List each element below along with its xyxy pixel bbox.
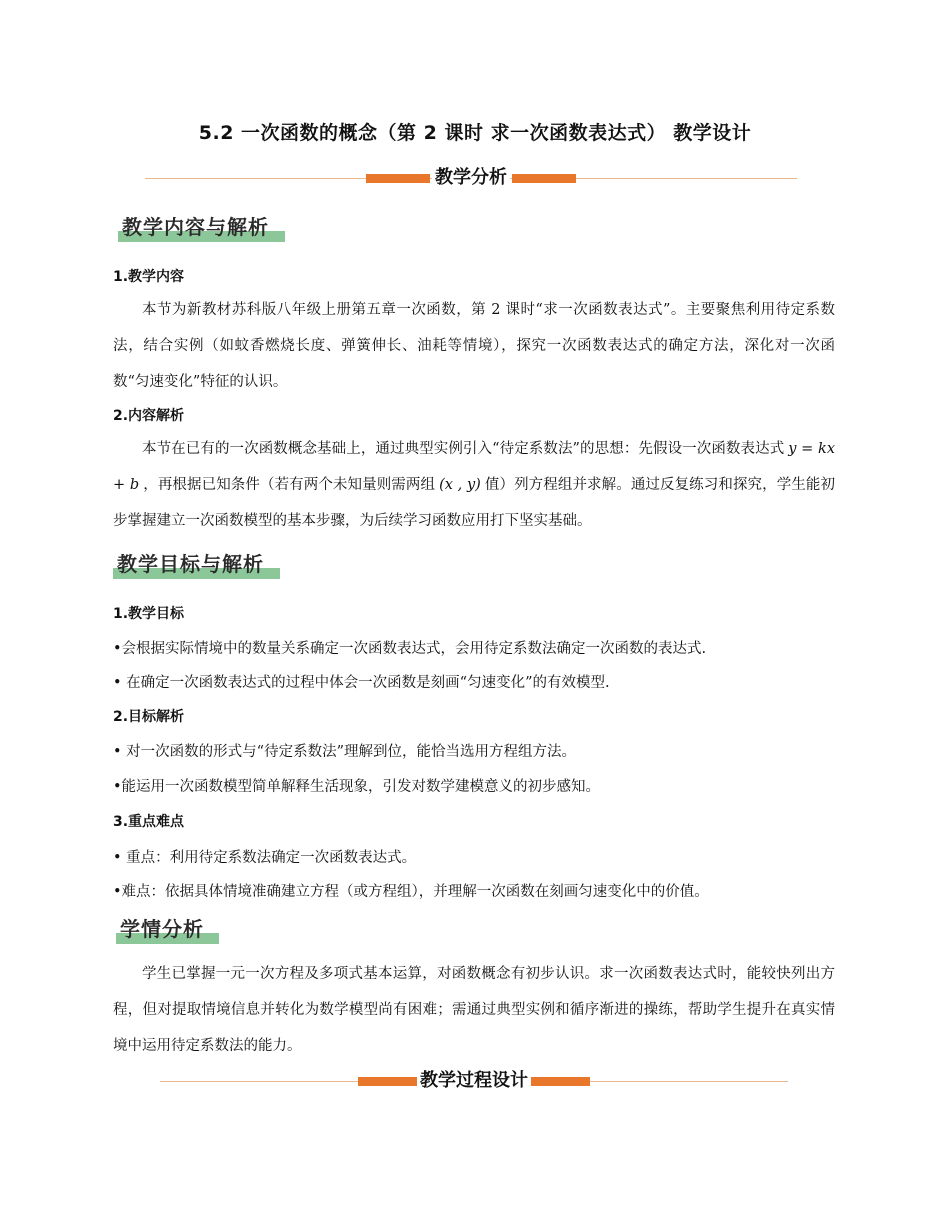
paragraph-students: 学生已掌握一元一次方程及多项式基本运算，对函数概念有初步认识。求一次函数表达式时，能较快列出方程，但对提取情境信息并转化为数学模型尚有困难；需通过典型实例和循序渐进的操练，帮助学生提升在真实情境中运用待定系数法的能力。 xyxy=(113,966,835,1054)
process-banner xyxy=(160,1069,788,1095)
subheading-content: 1.教学内容 xyxy=(113,269,185,285)
paragraph-analysis: 本节在已有的一次函数概念基础上，通过典型实例引入“待定系数法”的思想：先假设一次函数表达式 y = kx + b ，再根据已知条件（若有两个未知量则需两组 (x , y) 值）列方程组并求解。通过反复练习和探究，学生能初步掌握建立一次函数模型的基本步骤，为后续学习函数应用打下坚实基础。 xyxy=(113,441,836,529)
goal-analysis-item: •能运用一次函数模型简单解释生活现象，引发对数学建模意义的初步感知。 xyxy=(113,779,601,795)
document-title: 5.2 一次函数的概念（第 2 课时 求一次函数表达式） 教学设计 xyxy=(198,122,752,144)
goal-item: •会根据实际情境中的数量关系确定一次函数表达式，会用待定系数法确定一次函数的表达式. xyxy=(113,641,707,657)
section-heading-label: 教学内容与解析 xyxy=(122,215,269,239)
analysis-banner xyxy=(145,166,797,192)
paragraph-content: 本节为新教材苏科版八年级上册第五章一次函数，第 2 课时“求一次函数表达式”。主要聚焦利用待定系数法，结合实例（如蚊香燃烧长度、弹簧伸长、油耗等情境），探究一次函数表达式的确定方法，深化对一次函数“匀速变化”特征的认识。 xyxy=(113,302,835,390)
goal-analysis-item: • 对一次函数的形式与“待定系数法”理解到位，能恰当选用方程组方法。 xyxy=(113,744,576,760)
subheading-analysis: 2.内容解析 xyxy=(113,408,185,424)
subheading-goals: 1.教学目标 xyxy=(113,606,185,622)
key-point-item: •难点：依据具体情境准确建立方程（或方程组），并理解一次函数在刻画匀速变化中的价值。 xyxy=(113,884,709,900)
section-heading-content xyxy=(118,210,285,242)
banner-title: 教学过程设计 xyxy=(417,1070,531,1091)
subheading-key-points: 3.重点难点 xyxy=(113,814,185,830)
subheading-goal-analysis: 2.目标解析 xyxy=(113,709,185,725)
section-heading-goals xyxy=(113,547,280,579)
banner-title: 教学分析 xyxy=(432,167,510,188)
formula-linear: y = kx + b xyxy=(113,441,835,493)
section-heading-label: 学情分析 xyxy=(120,917,204,941)
goal-item: • 在确定一次函数表达式的过程中体会一次函数是刻画“匀速变化”的有效模型. xyxy=(113,675,610,691)
section-heading-students xyxy=(116,912,219,944)
key-point-item: • 重点：利用待定系数法确定一次函数表达式。 xyxy=(113,850,417,866)
section-heading-label: 教学目标与解析 xyxy=(117,552,264,576)
formula-pair: (x , y) xyxy=(439,477,481,493)
